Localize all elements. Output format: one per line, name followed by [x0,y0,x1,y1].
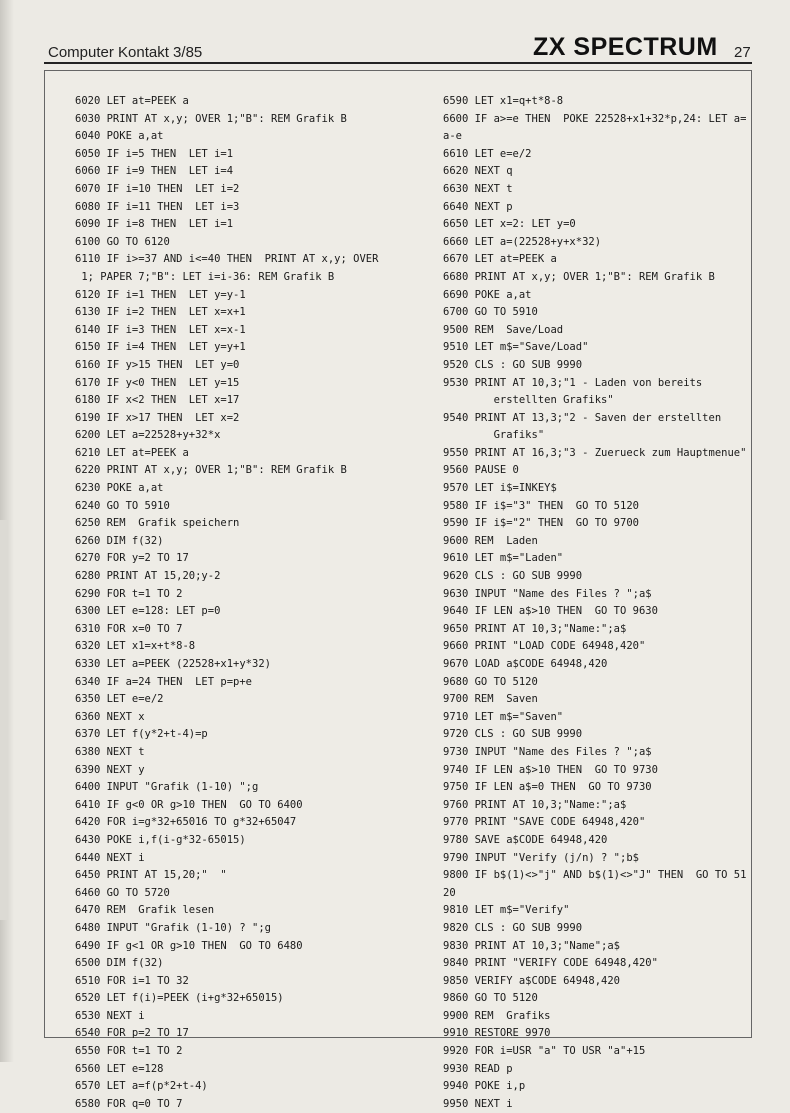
code-line: 6400 INPUT "Grafik (1-10) ";g [75,781,259,794]
code-line: 6670 LET at=PEEK a [443,253,557,266]
code-line: 6350 LET e=e/2 [75,693,164,706]
code-line: 6590 LET x1=q+t*8-8 [443,95,564,107]
code-line: 9900 REM Grafiks [443,1009,551,1022]
code-line: 6090 IF i=8 THEN LET i=1 [75,218,234,231]
code-line: 9700 REM Saven [443,693,538,706]
code-line: 6370 LET f(y*2+t-4)=p [75,728,208,741]
code-line: 6620 NEXT q [443,165,513,178]
code-line: 9640 IF LEN a$>10 THEN GO TO 9630 [443,605,658,618]
code-line: 9860 GO TO 5120 [443,992,538,1005]
code-line: 6650 LET x=2: LET y=0 [443,218,576,231]
page-header [0,0,790,70]
code-line: 6420 FOR i=g*32+65016 TO g*32+65047 [75,816,297,829]
code-line: 6020 LET at=PEEK a [75,95,189,107]
code-line: 6220 PRINT AT x,y; OVER 1;"B": REM Grafik B [75,464,347,477]
code-line: 6060 IF i=9 THEN LET i=4 [75,165,234,178]
code-line: 9580 IF i$="3" THEN GO TO 5120 [443,499,639,512]
code-line: 6660 LET a=(22528+y+x*32) [443,235,602,248]
code-line: 9910 RESTORE 9970 [443,1027,551,1040]
code-line: 6140 IF i=3 THEN LET x=x-1 [75,323,246,336]
code-line: 6070 IF i=10 THEN LET i=2 [75,182,240,195]
listing-column-left [75,93,415,1113]
code-line: 9620 CLS : GO SUB 9990 [443,570,583,583]
code-line: 6270 FOR y=2 TO 17 [75,552,189,565]
code-line: 9810 LET m$="Verify" [443,904,570,917]
code-line: 1; PAPER 7;"B": LET i=i-36: REM Grafik B [75,270,335,283]
code-line: 6180 IF x<2 THEN LET x=17 [75,394,240,407]
code-line: 9750 IF LEN a$=0 THEN GO TO 9730 [443,781,652,794]
code-line: 9540 PRINT AT 13,3;"2 - Saven der erstellten [443,411,722,424]
code-line: 6430 POKE i,f(i-g*32-65015) [75,833,246,846]
code-line: 9670 LOAD a$CODE 64948,420 [443,658,608,670]
code-line: 6410 IF g<0 OR g>10 THEN GO TO 6400 [75,798,303,811]
code-line: 6500 DIM f(32) [75,957,164,970]
code-line: 9830 PRINT AT 10,3;"Name";a$ [443,939,621,952]
code-line: 6050 IF i=5 THEN LET i=1 [75,147,234,160]
code-line: 9710 LET m$="Saven" [443,710,564,723]
basic-listing-box [44,70,752,1110]
code-line: 6110 IF i>=37 AND i<=40 THEN PRINT AT x,y; OVER [75,253,379,266]
code-line: 9730 INPUT "Name des Files ? ";a$ [443,745,652,758]
header-rule [44,62,752,64]
code-line: 9600 REM Laden [443,534,538,547]
code-line: 9820 CLS : GO SUB 9990 [443,921,583,934]
code-line: 9800 IF b$(1)<>"j" AND b$(1)<>"J" THEN GO TO 51 [443,869,747,882]
code-line: 9680 GO TO 5120 [443,675,538,688]
code-line: 6570 LET a=f(p*2+t-4) [75,1080,208,1093]
code-line: a-e [443,130,462,143]
code-line: 6580 FOR q=0 TO 7 [75,1097,183,1110]
code-line: 6690 POKE a,at [443,288,532,301]
code-line: 6160 IF y>15 THEN LET y=0 [75,358,240,371]
code-line: 9950 NEXT i [443,1097,513,1110]
code-line: 6460 GO TO 5720 [75,886,170,899]
code-line: erstellten Grafiks" [443,394,614,407]
code-line: 6680 PRINT AT x,y; OVER 1;"B": REM Grafik B [443,270,715,283]
code-line: 9520 CLS : GO SUB 9990 [443,358,583,371]
code-line: 20 [443,886,456,899]
code-line: 6280 PRINT AT 15,20;y-2 [75,570,221,583]
code-line: 6530 NEXT i [75,1009,145,1022]
code-line: 6170 IF y<0 THEN LET y=15 [75,376,240,389]
page-number: 27 [734,44,751,61]
code-line: 6490 IF g<1 OR g>10 THEN GO TO 6480 [75,939,303,952]
code-line: 6150 IF i=4 THEN LET y=y+1 [75,341,246,354]
code-line: 6320 LET x1=x+t*8-8 [75,640,196,653]
code-line: 9570 LET i$=INKEY$ [443,482,557,495]
code-line: 9790 INPUT "Verify (j/n) ? ";b$ [443,851,639,864]
code-line: 9720 CLS : GO SUB 9990 [443,728,583,741]
code-line: 9660 PRINT "LOAD CODE 64948,420" [443,640,646,653]
code-line: 9920 FOR i=USR "a" TO USR "a"+15 [443,1045,646,1058]
magazine-issue-label: Computer Kontakt 3/85 [48,44,203,61]
code-line: 9500 REM Save/Load [443,323,564,336]
code-line: 6300 LET e=128: LET p=0 [75,605,221,618]
code-line: 9780 SAVE a$CODE 64948,420 [443,833,608,846]
code-line: 6510 FOR i=1 TO 32 [75,974,189,987]
code-line: 6190 IF x>17 THEN LET x=2 [75,411,240,424]
code-line: 6560 LET e=128 [75,1062,164,1075]
code-line: 6100 GO TO 6120 [75,235,170,248]
code-line: 6330 LET a=PEEK (22528+x1+y*32) [75,658,271,670]
code-line: 6130 IF i=2 THEN LET x=x+1 [75,306,246,319]
code-line: 9850 VERIFY a$CODE 64948,420 [443,974,621,987]
listing-column-right [443,93,748,1113]
code-line: 9740 IF LEN a$>10 THEN GO TO 9730 [443,763,658,776]
code-line: 9550 PRINT AT 16,3;"3 - Zuerueck zum Hauptmenue" [443,446,747,459]
code-line: 6380 NEXT t [75,745,145,758]
code-line: 6640 NEXT p [443,200,513,213]
code-line: 6450 PRINT AT 15,20;" " [75,869,227,882]
code-line: 6480 INPUT "Grafik (1-10) ? ";g [75,921,271,934]
code-line: 6290 FOR t=1 TO 2 [75,587,183,600]
code-line: 9630 INPUT "Name des Files ? ";a$ [443,587,652,600]
code-line: 9650 PRINT AT 10,3;"Name:";a$ [443,622,627,635]
section-title: ZX SPECTRUM [533,33,718,61]
code-line: 6120 IF i=1 THEN LET y=y-1 [75,288,246,301]
code-line: 6340 IF a=24 THEN LET p=p+e [75,675,253,688]
code-line: 6610 LET e=e/2 [443,147,532,160]
code-line: 6630 NEXT t [443,182,513,195]
code-line: 9610 LET m$="Laden" [443,552,564,565]
code-line: 9940 POKE i,p [443,1080,526,1093]
code-line: 9840 PRINT "VERIFY CODE 64948,420" [443,957,658,970]
code-line: 6250 REM Grafik speichern [75,517,240,530]
code-line: 6210 LET at=PEEK a [75,446,189,459]
code-line: 9930 READ p [443,1062,513,1075]
code-line: 6200 LET a=22528+y+32*x [75,429,221,442]
code-line: 6360 NEXT x [75,710,145,723]
code-line: 6550 FOR t=1 TO 2 [75,1045,183,1058]
code-line: 9760 PRINT AT 10,3;"Name:";a$ [443,798,627,811]
code-line: 6260 DIM f(32) [75,534,164,547]
code-line: 6080 IF i=11 THEN LET i=3 [75,200,240,213]
code-line: 6540 FOR p=2 TO 17 [75,1027,189,1040]
code-line: 6390 NEXT y [75,763,145,776]
code-line: 6520 LET f(i)=PEEK (i+g*32+65015) [75,992,284,1005]
code-line: 6230 POKE a,at [75,482,164,495]
code-line: 6310 FOR x=0 TO 7 [75,622,183,635]
code-line: 6700 GO TO 5910 [443,306,538,319]
code-line: 9560 PAUSE 0 [443,464,519,477]
code-line: 6030 PRINT AT x,y; OVER 1;"B": REM Grafik B [75,112,347,125]
code-line: 6600 IF a>=e THEN POKE 22528+x1+32*p,24: LET a= [443,112,747,125]
code-line: 6240 GO TO 5910 [75,499,170,512]
code-line: 9530 PRINT AT 10,3;"1 - Laden von bereits [443,376,703,389]
code-line: 9510 LET m$="Save/Load" [443,341,589,354]
code-line: 6470 REM Grafik lesen [75,904,215,917]
code-line: 6440 NEXT i [75,851,145,864]
code-line: Grafiks" [443,429,545,442]
code-line: 9590 IF i$="2" THEN GO TO 9700 [443,517,639,530]
code-line: 9770 PRINT "SAVE CODE 64948,420" [443,816,646,829]
code-line: 6040 POKE a,at [75,130,164,143]
previous-page-bleed [0,520,8,920]
